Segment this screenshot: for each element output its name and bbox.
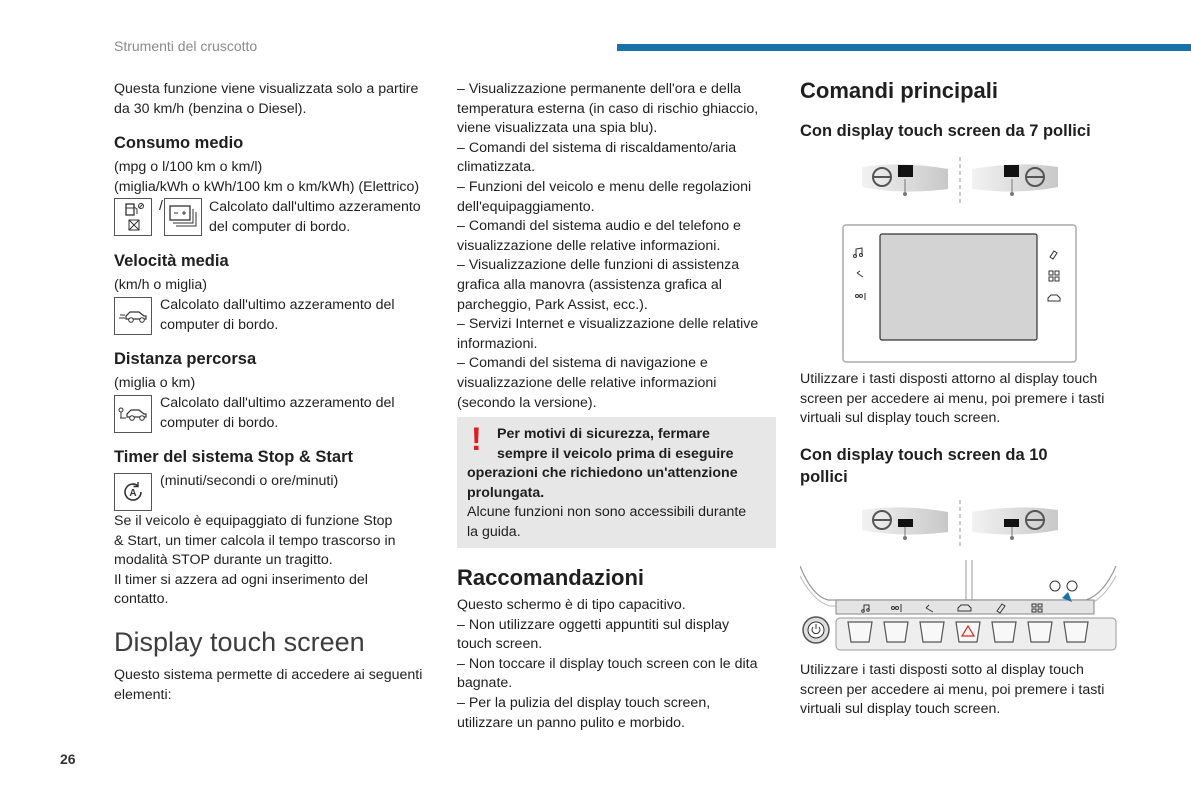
distance-travelled-icon	[114, 395, 152, 433]
steering-position-7-illustration	[860, 155, 1060, 205]
text-7-inch	[800, 370, 1130, 429]
consumo-heading: Consumo medio	[114, 134, 244, 152]
intro-line-1: Questa funzione viene visualizzata solo a partire	[114, 81, 419, 97]
list-line: viene visualizzata una spia blu).	[457, 120, 658, 137]
header-accent-bar	[617, 44, 1191, 51]
list-line: climatizzata.	[457, 159, 536, 176]
list-line: – Comandi del sistema di navigazione e	[457, 355, 708, 372]
timer-body-2: & Start, un timer calcola il tempo trascorso in	[114, 532, 396, 549]
list-line: (secondo la versione).	[457, 394, 597, 411]
timer-body-4: Il timer si azzera ad ogni inserimento del	[114, 571, 368, 588]
list-line: visualizzazione delle relative informazioni.	[457, 237, 721, 254]
column-1	[114, 80, 444, 119]
racc-line: – Per la pulizia del display touch screen,	[457, 694, 711, 711]
warning-bold-1: Per motivi di sicurezza, fermare	[497, 426, 710, 442]
warning-text-2: la guida.	[467, 523, 521, 540]
distanza-desc-2: computer di bordo.	[160, 414, 279, 431]
raccomandazioni-body	[457, 596, 787, 733]
list-line: – Comandi del sistema audio e del telefono e	[457, 218, 741, 235]
distanza-desc	[160, 394, 440, 433]
sub-10-inch-heading	[800, 444, 1048, 488]
consumo-desc-1: Calcolato dall'ultimo azzeramento	[209, 199, 421, 215]
safety-warning-box	[457, 417, 776, 548]
list-line: – Servizi Internet e visualizzazione delle relative	[457, 316, 759, 333]
text7-line: virtuali sul display touch screen.	[800, 410, 1001, 427]
distanza-heading: Distanza percorsa	[114, 350, 257, 368]
list-line: dell'equipaggiamento.	[457, 198, 595, 215]
racc-line: bagnate.	[457, 675, 513, 692]
racc-line: utilizzare un panno pulito e morbido.	[457, 714, 685, 731]
consumo-desc	[209, 198, 439, 237]
stop-start-icon	[114, 473, 152, 511]
consumo-unit-1: (mpg o l/100 km o km/l)	[114, 159, 263, 175]
velocita-heading: Velocità media	[114, 252, 229, 270]
average-speed-icon	[114, 297, 152, 335]
sub10-line-2: pollici	[800, 468, 848, 486]
text7-line: Utilizzare i tasti disposti attorno al display touch	[800, 371, 1098, 387]
list-line: temperatura esterna (in caso di rischio ghiaccio,	[457, 100, 759, 117]
racc-line: touch screen.	[457, 636, 543, 653]
timer-body-3: modalità STOP durante un tragitto.	[114, 552, 333, 569]
list-line: – Visualizzazione permanente dell'ora e della	[457, 81, 742, 97]
velocita-desc-2: computer di bordo.	[160, 316, 279, 333]
list-line: parcheggio, Park Assist, ecc.).	[457, 296, 648, 313]
list-line: – Comandi del sistema di riscaldamento/aria	[457, 139, 737, 156]
page-number: 26	[60, 751, 76, 767]
text-10-inch	[800, 661, 1130, 720]
timer-unit: (minuti/secondi o ore/minuti)	[160, 473, 339, 489]
comandi-heading: Comandi principali	[800, 78, 999, 103]
touchscreen-7-inch-illustration	[842, 224, 1077, 363]
warning-exclamation-icon: !	[471, 421, 482, 457]
racc-line: Questo schermo è di tipo capacitivo.	[457, 597, 686, 613]
sub-7-inch-heading: Con display touch screen da 7 pollici	[800, 122, 1091, 140]
warning-bold-2: sempre il veicolo prima di eseguire	[497, 445, 734, 462]
text10-line: Utilizzare i tasti disposti sotto al display touch	[800, 662, 1084, 678]
list-line: informazioni.	[457, 335, 538, 352]
timer-body-1: Se il veicolo è equipaggiato di funzione Stop	[114, 513, 393, 529]
timer-body-5: contatto.	[114, 591, 169, 608]
velocita-desc	[160, 296, 440, 335]
consumo-slash: /	[159, 198, 163, 214]
racc-line: – Non toccare il display touch screen con le dita	[457, 655, 758, 672]
consumo-unit-2: (miglia/kWh o kWh/100 km o km/kWh) (Elettrico)	[114, 179, 420, 195]
running-header: Strumenti del cruscotto	[114, 38, 258, 54]
text10-line: screen per accedere ai menu, poi premere i tasti	[800, 681, 1105, 698]
warning-text-1: Alcune funzioni non sono accessibili durante	[467, 504, 747, 521]
display-touch-heading: Display touch screen	[114, 627, 365, 657]
raccomandazioni-heading: Raccomandazioni	[457, 565, 645, 590]
svg-text:A: A	[129, 488, 137, 499]
text10-line: virtuali sul display touch screen.	[800, 701, 1001, 718]
timer-heading: Timer del sistema Stop & Start	[114, 448, 354, 466]
touchscreen-10-inch-controls-illustration	[800, 560, 1118, 652]
text7-line: screen per accedere ai menu, poi premere i tasti	[800, 390, 1105, 407]
fuel-consumption-icon	[114, 198, 152, 236]
warning-bold-4: prolungata.	[467, 484, 545, 501]
list-line: visualizzazione delle relative informazioni	[457, 374, 717, 391]
velocita-desc-1: Calcolato dall'ultimo azzeramento del	[160, 297, 395, 313]
list-line: – Funzioni del veicolo e menu delle regolazioni	[457, 178, 752, 195]
timer-body	[114, 512, 444, 610]
distanza-desc-1: Calcolato dall'ultimo azzeramento del	[160, 395, 395, 411]
list-line: grafica alla manovra (assistenza grafica al	[457, 276, 722, 293]
display-touch-body	[114, 666, 444, 705]
battery-consumption-icon	[164, 198, 202, 236]
display-body-1: Questo sistema permette di accedere ai seguenti	[114, 667, 423, 683]
list-line: – Visualizzazione delle funzioni di assistenza	[457, 257, 740, 274]
racc-line: – Non utilizzare oggetti appuntiti sul display	[457, 616, 730, 633]
display-body-2: elementi:	[114, 686, 172, 703]
consumo-desc-2: del computer di bordo.	[209, 218, 351, 235]
features-list	[457, 80, 787, 413]
intro-line-2: da 30 km/h (benzina o Diesel).	[114, 100, 307, 117]
distanza-unit: (miglia o km)	[114, 375, 196, 391]
velocita-unit: (km/h o miglia)	[114, 277, 208, 293]
sub10-line-1: Con display touch screen da 10	[800, 446, 1048, 464]
steering-position-10-illustration	[860, 498, 1060, 548]
warning-bold-3: operazioni che richiedono un'attenzione	[467, 465, 738, 482]
